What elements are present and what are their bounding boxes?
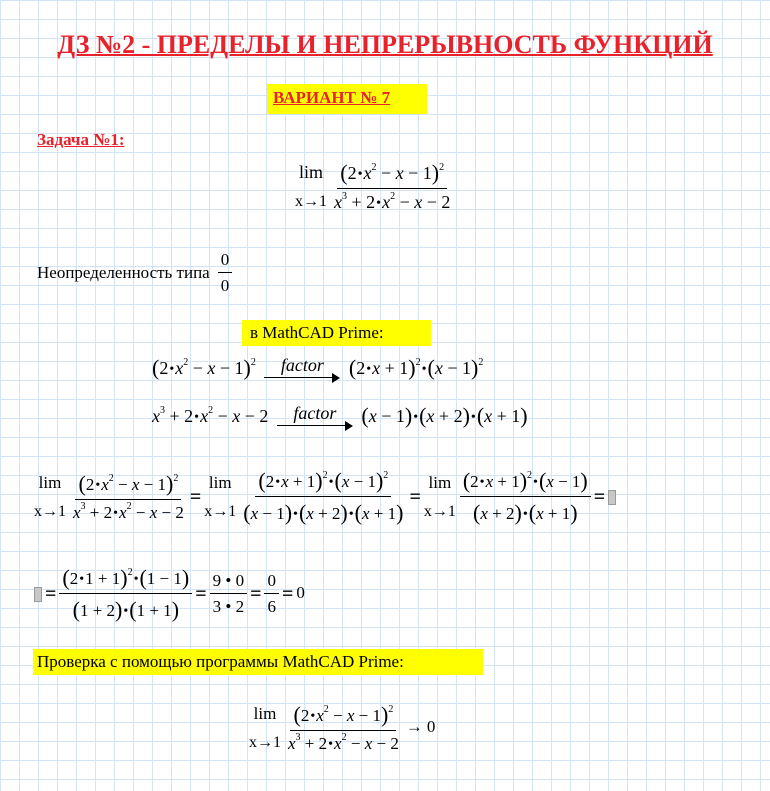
task-limit-expression[interactable] (295, 160, 453, 213)
factor-line-1[interactable]: $(2•x^2 - x - 1)^2$ factor (2•x + 1)$^2$•(x − 1)$^2$ (152, 355, 483, 383)
lim-subscript: x→1 (423, 503, 456, 520)
limit-operator (424, 473, 456, 521)
placeholder-marker[interactable] (34, 587, 42, 602)
lim-subscript: x→1 (34, 503, 66, 520)
numeric-den-2: 6 (267, 597, 276, 616)
check-result: 0 (426, 716, 436, 736)
limit-fraction: $\frac{(2•x^2 - x - 1)^2}{x^3 + 2•x^2 - x - 2}$ (334, 160, 451, 212)
lim-word: lim (38, 473, 62, 492)
lim-word: lim (208, 473, 232, 492)
indeterminacy-fraction (218, 250, 233, 296)
check-label: Проверка с помощью программы MathCAD Prime: (33, 649, 483, 675)
numeric-num-1: 9 • 0 (210, 571, 247, 594)
page-title: ДЗ №2 - ПРЕДЕЛЫ И НЕПРЕРЫВНОСТЬ ФУНКЦИЙ (57, 30, 713, 59)
factor-arrow-1 (264, 354, 340, 383)
limit-operator (34, 473, 66, 521)
factor-keyword: factor (293, 402, 337, 423)
lim-word: lim (428, 473, 452, 492)
indeterminacy-row (37, 250, 232, 296)
indeterminacy-text: Неопределенность типа (37, 263, 210, 282)
symbolic-arrow: → (405, 716, 423, 736)
numeric-fraction-1: $\frac{(2•1 + 1)^2•(1 - 1)}{(1 + 2)•(1 + 1)}$ (59, 565, 192, 623)
chain-fraction-2: $\frac{(2•x + 1)^2•(x - 1)^2}{(x - 1)•(x + 2)•(x + 1)}$ (243, 468, 404, 525)
limit-operator (204, 473, 236, 521)
numeric-result: 0 (296, 582, 305, 602)
numeric-num-2: 0 (264, 571, 279, 594)
mathcad-label: в MathCAD Prime: (242, 320, 431, 346)
numeric-evaluation[interactable]: = $\frac{(2•1 + 1)^2•(1 - 1)}{(1 + 2)•(1 + 1)}$ = $\frac{9 • 0}{3 • 2}$ = $\frac{0}{6}$ = 0 (34, 565, 305, 623)
numeric-fraction-3 (264, 571, 279, 617)
check-fraction: $\frac{(2•x^2 - x - 1)^2}{x^3 + 2•x^2 - x - 2}$ (288, 702, 399, 753)
check-limit-expression[interactable] (249, 702, 435, 754)
factor-keyword: factor (280, 354, 324, 375)
lim-subscript: x→1 (295, 193, 327, 210)
limit-operator (295, 162, 327, 211)
chain-fraction-1: $\frac{(2•x^2 - x - 1)^2}{x^3 + 2•x^2 - x - 2}$ (73, 471, 184, 522)
lim-word: lim (253, 704, 277, 723)
lim-subscript: x→1 (249, 734, 281, 751)
limit-operator (249, 704, 281, 752)
indeterminacy-den: 0 (220, 276, 230, 295)
variant-badge: ВАРИАНТ № 7 (267, 84, 427, 114)
chain-fraction-3: $\frac{(2•x + 1)^2•(x - 1)}{(x + 2)•(x + 1)}$ (460, 468, 591, 526)
lim-subscript: x→1 (204, 503, 237, 520)
placeholder-marker[interactable] (608, 490, 616, 505)
factor-arrow-2 (277, 402, 353, 431)
factor-line-2[interactable]: $x^3$ + $2•x^2 - x - 2$ factor (x − 1)•(x + 2)•(x + 1) (152, 403, 528, 431)
numeric-den-1: 3 • 2 (212, 597, 245, 616)
numeric-fraction-2 (210, 571, 247, 617)
limit-chain[interactable]: lim x→1 $\frac{(2•x^2 - x - 1)^2}{x^3 + 2•x^2 - x - 2}$ = lim x→1 $\frac{(2•x + 1)^2•(x - 1)^2}{(x - 1)•(x + 2)•(x + 1)}$ = lim x→1 $\frac{(2•x + 1)^2•(x - 1)}{(x + 2)•(x + 1)}$ = (34, 468, 616, 526)
task-label: Задача №1: (37, 130, 125, 149)
indeterminacy-num: 0 (218, 250, 233, 273)
lim-word: lim (298, 162, 323, 182)
